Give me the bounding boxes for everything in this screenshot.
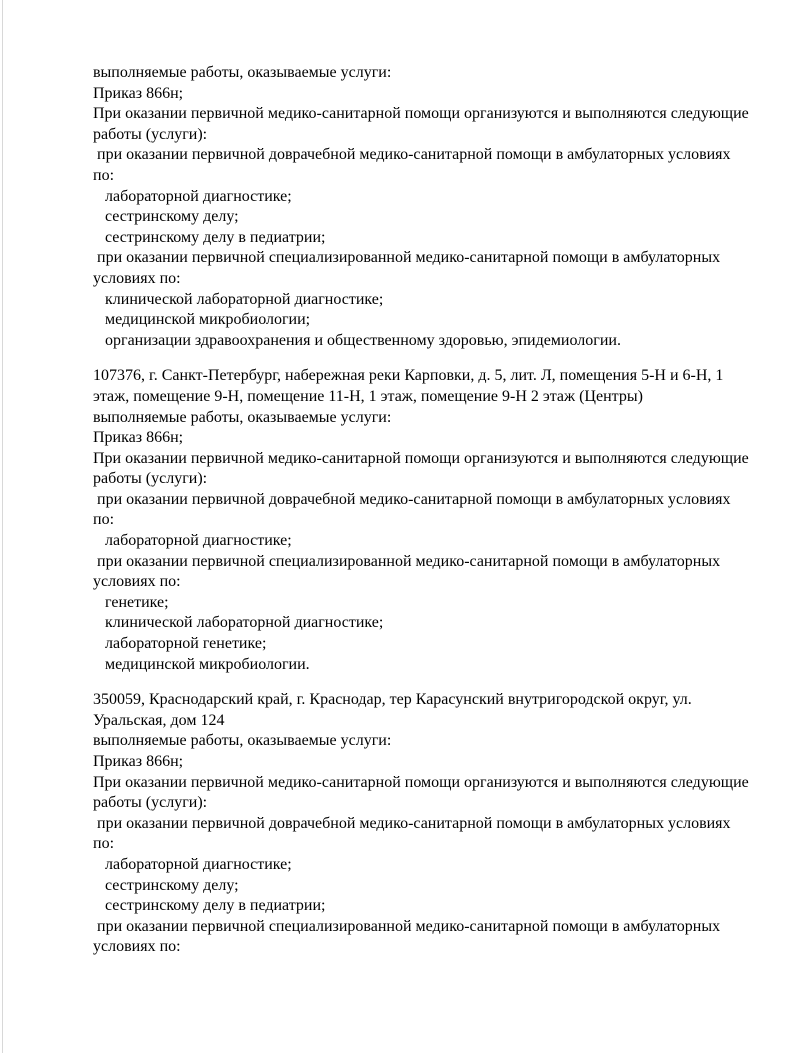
text-line: по: bbox=[93, 511, 115, 529]
text-line: лабораторной диагностике; bbox=[93, 187, 292, 205]
text-line: Приказ 866н; bbox=[93, 84, 184, 102]
text-line: работы (услуги): bbox=[93, 470, 208, 488]
text-line: Уральская, дом 124 bbox=[93, 711, 225, 729]
text-line: при оказании первичной специализированной медико-санитарной помощи в амбулаторных bbox=[93, 552, 721, 570]
license-address-krasnodar-uralskaya-section bbox=[93, 690, 749, 958]
text-line: этаж, помещение 9-Н, помещение 11-Н, 1 этаж, помещение 9-Н 2 этаж (Центры) bbox=[93, 387, 643, 405]
text-line: При оказании первичной медико-санитарной помощи организуются и выполняются следующие bbox=[93, 105, 749, 123]
text-line: организации здравоохранения и общественному здоровью, эпидемиологии. bbox=[93, 331, 621, 349]
text-line: по: bbox=[93, 166, 115, 184]
text-line: лабораторной диагностике; bbox=[93, 855, 292, 873]
text-line: генетике; bbox=[93, 593, 169, 611]
text-line: работы (услуги): bbox=[93, 125, 208, 143]
license-document-text bbox=[93, 63, 749, 973]
text-line: при оказании первичной специализированной медико-санитарной помощи в амбулаторных bbox=[93, 917, 721, 935]
text-line: работы (услуги): bbox=[93, 794, 208, 812]
text-line: сестринскому делу; bbox=[93, 208, 239, 226]
text-line: Приказ 866н; bbox=[93, 429, 184, 447]
license-works-section-continued bbox=[93, 63, 749, 351]
text-line: условиях по: bbox=[93, 269, 181, 287]
text-line: условиях по: bbox=[93, 573, 181, 591]
text-line: При оказании первичной медико-санитарной помощи организуются и выполняются следующие bbox=[93, 449, 749, 467]
text-line: по: bbox=[93, 835, 115, 853]
text-line: клинической лабораторной диагностике; bbox=[93, 614, 384, 632]
license-address-spb-karpovki-section bbox=[93, 366, 749, 675]
text-line: при оказании первичной доврачебной медико-санитарной помощи в амбулаторных условиях bbox=[93, 490, 731, 508]
text-line: сестринскому делу в педиатрии; bbox=[93, 228, 326, 246]
text-line: при оказании первичной доврачебной медико-санитарной помощи в амбулаторных условиях bbox=[93, 814, 731, 832]
text-line: лабораторной генетике; bbox=[93, 635, 267, 653]
page-left-edge-line bbox=[2, 0, 3, 1053]
text-line: сестринскому делу в педиатрии; bbox=[93, 897, 326, 915]
text-line: условиях по: bbox=[93, 938, 181, 956]
text-line: сестринскому делу; bbox=[93, 876, 239, 894]
text-line: При оказании первичной медико-санитарной помощи организуются и выполняются следующие bbox=[93, 773, 749, 791]
text-line: медицинской микробиологии; bbox=[93, 311, 311, 329]
text-line: 107376, г. Санкт-Петербург, набережная реки Карповки, д. 5, лит. Л, помещения 5-Н и 6-Н, 1 bbox=[93, 367, 724, 385]
text-line: при оказании первичной доврачебной медико-санитарной помощи в амбулаторных условиях bbox=[93, 146, 731, 164]
text-line: при оказании первичной специализированной медико-санитарной помощи в амбулаторных bbox=[93, 249, 721, 267]
text-line: медицинской микробиологии. bbox=[93, 655, 310, 673]
text-line: клинической лабораторной диагностике; bbox=[93, 290, 384, 308]
text-line: выполняемые работы, оказываемые услуги: bbox=[93, 732, 392, 750]
text-line: лабораторной диагностике; bbox=[93, 532, 292, 550]
text-line: Приказ 866н; bbox=[93, 753, 184, 770]
text-line: выполняемые работы, оказываемые услуги: bbox=[93, 64, 392, 81]
text-line: 350059, Краснодарский край, г. Краснодар, тер Карасунский внутригородской округ, ул. bbox=[93, 691, 692, 709]
text-line: выполняемые работы, оказываемые услуги: bbox=[93, 408, 392, 426]
